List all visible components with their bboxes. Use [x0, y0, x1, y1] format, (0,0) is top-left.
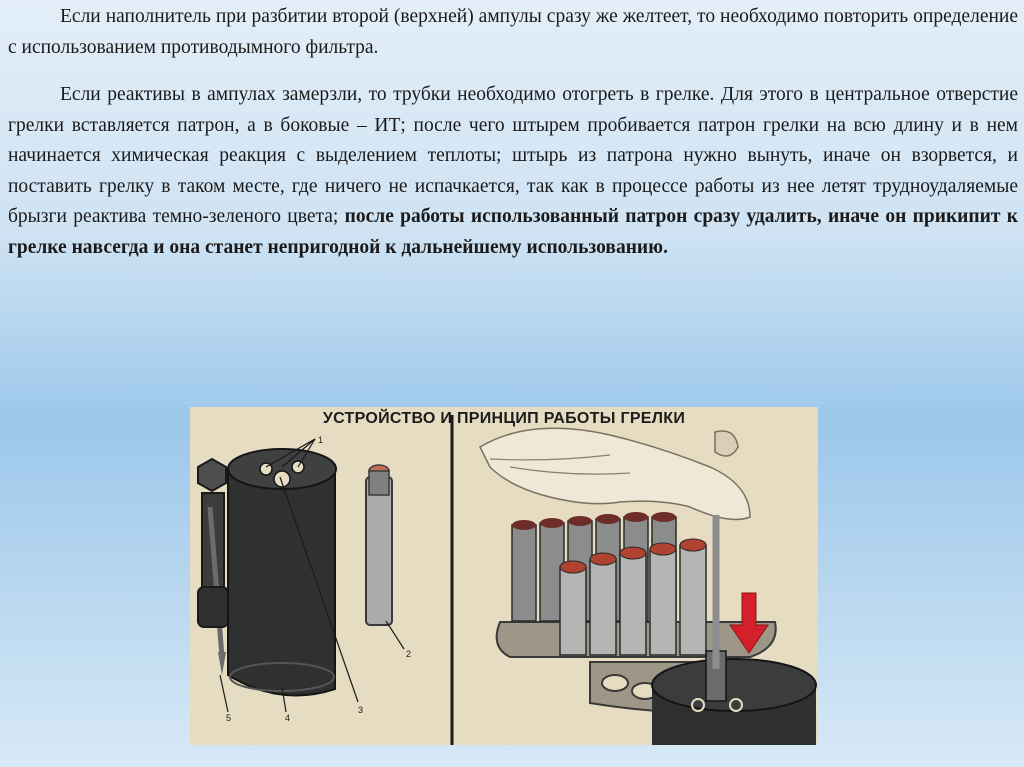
heater-drawing: [190, 407, 818, 745]
figure-title: УСТРОЙСТВО И ПРИНЦИП РАБОТЫ ГРЕЛКИ: [322, 410, 686, 427]
callout-3: 3: [358, 705, 364, 715]
cartridge-tube: [366, 477, 392, 625]
paragraph-2-text: Если реактивы в ампулах замерзли, то трубки необходимо отогреть в грелке. Для этого в центральное отверстие грелки вставляется патрон, а в боковые – ИТ; после чего штырем пробивается патрон грелки на всю длину и в нем начинается химическая реакция с выделением теплоты; штырь из патрона нужно вынуть, иначе он взорвется, и поставить грелку в таком месте, где ничего не испачкается, так как в процессе работы из нее летят трудноудаляемые брызги реактива темно-зеленого цвета;: [8, 84, 1018, 227]
callout-5: 5: [226, 713, 232, 723]
cartridge-neck: [369, 471, 389, 495]
callout-1: 1: [318, 435, 324, 445]
callout-4: 4: [285, 713, 291, 723]
pin-tip: [218, 652, 226, 675]
paragraph-2-bold-warning: после работы использованный патрон сразу удалить, иначе он прикипит к грелке навсегда и она станет непригодной к дальнейшему использованию.: [8, 206, 1019, 258]
heater-illustration: [190, 407, 818, 745]
paragraph-1-text: Если наполнитель при разбитии второй (верхней) ампулы сразу же желтеет, то необходимо повторить определение с использованием противодымного фильтра.: [8, 6, 1018, 58]
bolt-head: [198, 459, 226, 491]
callout-line-5: [220, 675, 228, 712]
paragraph-frozen-ampoule-check: [8, 2, 1018, 63]
thumb: [715, 431, 738, 456]
callout-2: 2: [406, 649, 412, 659]
clamp-ring: [198, 587, 228, 627]
paragraph-warming-instructions: [8, 80, 1018, 263]
heater-in-use-right: [480, 428, 816, 745]
callout-line-2: [386, 621, 404, 649]
heater-body: [228, 469, 335, 695]
heater-device-left: [198, 439, 404, 712]
heater-top-right: [652, 659, 816, 711]
